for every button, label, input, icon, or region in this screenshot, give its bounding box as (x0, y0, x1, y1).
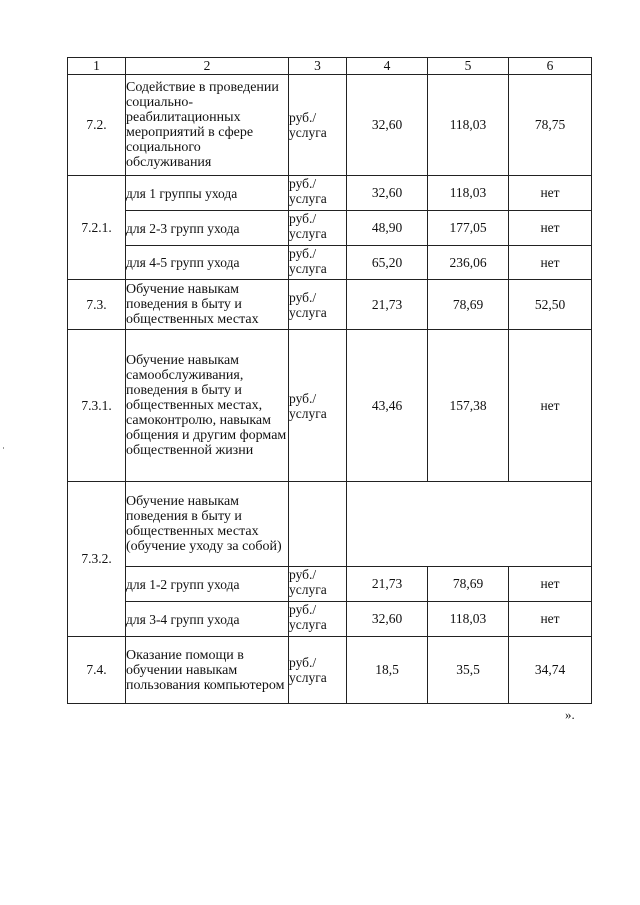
value-col5: 177,05 (428, 211, 509, 246)
unit: руб./ услуга (289, 75, 347, 176)
value-col4: 48,90 (347, 211, 428, 246)
service-name: для 4-5 групп ухода (126, 246, 289, 280)
value-col6: 34,74 (509, 637, 592, 704)
value-col6: 78,75 (509, 75, 592, 176)
unit: руб./ услуга (289, 637, 347, 704)
closing-quote: ». (565, 707, 575, 722)
value-col6: нет (509, 211, 592, 246)
row-number: 7.2. (68, 75, 126, 176)
service-name: для 2-3 групп ухода (126, 211, 289, 246)
header-cell: 1 (68, 58, 126, 75)
row-number: 7.4. (68, 637, 126, 704)
scan-speck (3, 447, 4, 449)
value-col5: 118,03 (428, 176, 509, 211)
service-name: для 3-4 групп ухода (126, 602, 289, 637)
header-cell: 6 (509, 58, 592, 75)
unit: руб./ услуга (289, 211, 347, 246)
row-number: 7.3.1. (68, 330, 126, 482)
service-name: Обучение навыкам самообслуживания, поведения в быту и общественных местах, самоконтролю, навыкам общения и другим формам общественной жизни (126, 330, 289, 482)
value-col5: 236,06 (428, 246, 509, 280)
table-row (68, 637, 592, 704)
empty-cell (289, 482, 347, 567)
row-number: 7.2.1. (68, 176, 126, 280)
value-col5: 35,5 (428, 637, 509, 704)
table-row (68, 482, 592, 567)
value-col6: 52,50 (509, 280, 592, 330)
table-row (68, 330, 592, 482)
table-row (68, 246, 592, 280)
service-name: Содействие в проведении социально-реабилитационных мероприятий в сфере социального обслуживания (126, 75, 289, 176)
table-row (68, 176, 592, 211)
service-name: Обучение навыкам поведения в быту и общественных местах (126, 280, 289, 330)
unit: руб./ услуга (289, 176, 347, 211)
unit: руб./ услуга (289, 330, 347, 482)
unit: руб./ услуга (289, 602, 347, 637)
empty-cell (347, 482, 592, 567)
row-number: 7.3.2. (68, 482, 126, 637)
value-col6: нет (509, 567, 592, 602)
value-col5: 118,03 (428, 75, 509, 176)
value-col4: 21,73 (347, 567, 428, 602)
unit: руб./ услуга (289, 567, 347, 602)
unit: руб./ услуга (289, 246, 347, 280)
header-cell: 5 (428, 58, 509, 75)
table-row (68, 75, 592, 176)
header-cell: 4 (347, 58, 428, 75)
value-col5: 118,03 (428, 602, 509, 637)
value-col4: 43,46 (347, 330, 428, 482)
value-col6: нет (509, 330, 592, 482)
value-col6: нет (509, 176, 592, 211)
row-number: 7.3. (68, 280, 126, 330)
value-col6: нет (509, 246, 592, 280)
table-row (68, 567, 592, 602)
value-col4: 32,60 (347, 602, 428, 637)
table-row (68, 211, 592, 246)
value-col5: 78,69 (428, 280, 509, 330)
service-name: Обучение навыкам поведения в быту и общественных местах (обучение уходу за собой) (126, 482, 289, 567)
value-col4: 32,60 (347, 176, 428, 211)
value-col4: 18,5 (347, 637, 428, 704)
service-name: для 1-2 групп ухода (126, 567, 289, 602)
value-col5: 78,69 (428, 567, 509, 602)
service-name: Оказание помощи в обучении навыкам пользования компьютером (126, 637, 289, 704)
value-col5: 157,38 (428, 330, 509, 482)
tariff-table (67, 57, 592, 704)
value-col4: 32,60 (347, 75, 428, 176)
header-cell: 3 (289, 58, 347, 75)
table-row (68, 602, 592, 637)
unit: руб./ услуга (289, 280, 347, 330)
table-row (68, 280, 592, 330)
service-name: для 1 группы ухода (126, 176, 289, 211)
value-col4: 21,73 (347, 280, 428, 330)
header-cell: 2 (126, 58, 289, 75)
header-row (68, 58, 592, 75)
value-col4: 65,20 (347, 246, 428, 280)
value-col6: нет (509, 602, 592, 637)
